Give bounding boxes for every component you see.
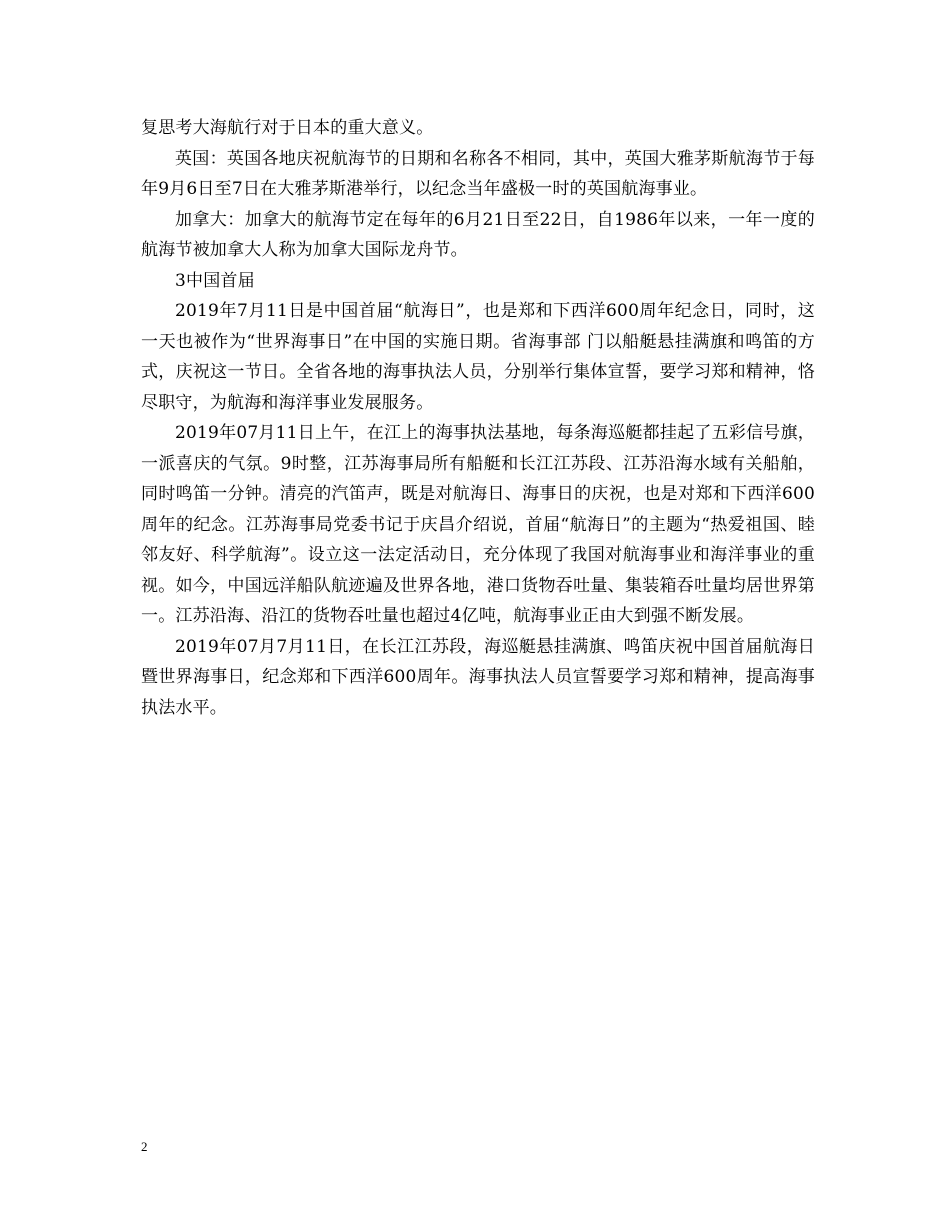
page-number: 2 — [141, 1139, 148, 1154]
paragraph-yangtze-patrol: 2019年07月7月11日，在长江江苏段，海巡艇悬挂满旗、鸣笛庆祝中国首届航海日暨世界海事日，纪念郑和下西洋600周年。海事执法人员宣誓要学习郑和精神，提高海事执法水平。 — [141, 636, 815, 718]
paragraph-jiangsu-celebration: 2019年07月11日上午，在江上的海事执法基地，每条海巡艇都挂起了五彩信号旗，一派喜庆的气氛。9时整，江苏海事局所有船艇和长江江苏段、江苏沿海水域有关船舶，同时鸣笛一分钟。清亮的汽笛声，既是对航海日、海事日的庆祝，也是对郑和下西洋600周年的纪念。江苏海事局党委书记于庆昌介绍说，首届“航海日”的主题为“热爱祖国、睦邻友好、科学航海”。设立这一法定活动日，充分体现了我国对航海事业和海洋事业的重视。如今，中国远洋船队航迹遍及世界各地，港口货物吞吐量、集装箱吞吐量均居世界第一。江苏沿海、沿江的货物吞吐量也超过4亿吨，航海事业正由大到强不断发展。 — [141, 423, 815, 626]
paragraph-continuation: 复思考大海航行对于日本的重大意义。 — [141, 118, 434, 138]
section-heading-china-first: 3中国首届 — [175, 270, 255, 291]
paragraph-canada: 加拿大：加拿大的航海节定在每年的6月21日至22日，自1986年以来，一年一度的航海节被加拿大人称为加拿大国际龙舟节。 — [141, 209, 815, 260]
body-text — [141, 113, 815, 723]
paragraph-uk: 英国：英国各地庆祝航海节的日期和名称各不相同，其中，英国大雅茅斯航海节于每年9月6日至7日在大雅茅斯港举行，以纪念当年盛极一时的英国航海事业。 — [141, 148, 815, 199]
paragraph-maritime-day: 2019年7月11日是中国首届“航海日”，也是郑和下西洋600周年纪念日，同时，这一天也被作为“世界海事日”在中国的实施日期。省海事部 门以船艇悬挂满旗和鸣笛的方式，庆祝这一节日。全省各地的海事执法人员，分别举行集体宣誓，要学习郑和精神，恪尽职守，为航海和海洋事业发展服务。 — [141, 301, 815, 413]
